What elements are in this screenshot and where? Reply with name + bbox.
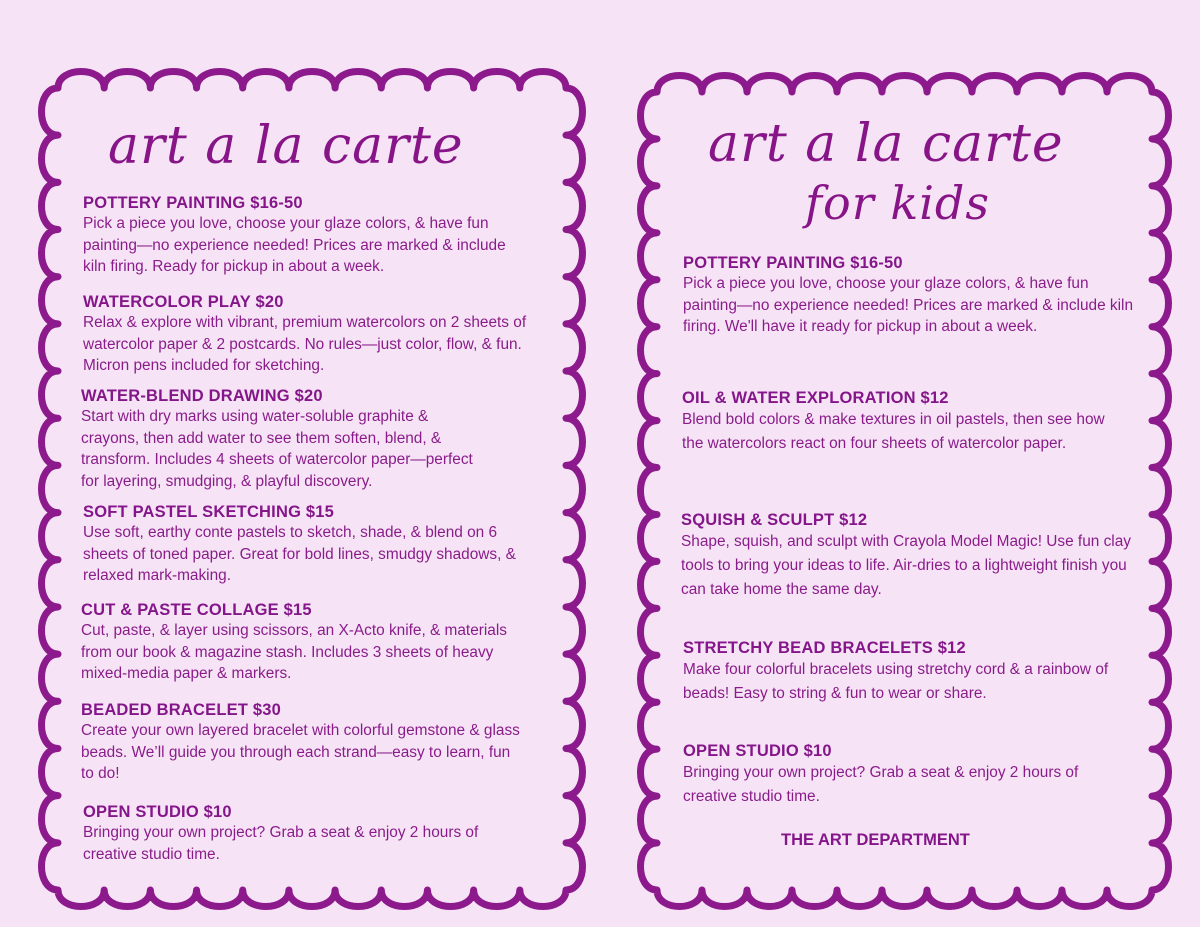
item-title: CUT & PASTE COLLAGE $15 [81,601,312,619]
item-description: Bringing your own project? Grab a seat & enjoy 2 hours of creative studio time. [683,764,1079,805]
kids-item-pottery-painting [683,253,1143,338]
item-description: Pick a piece you love, choose your glaze colors, & have fun painting—no experience needed! Prices are marked & include kiln firing. We'll have it ready for pickup in about a week. [683,275,1134,335]
right-menu-title: art a la carte [708,114,1064,174]
item-title: SQUISH & SCULPT $12 [681,511,868,529]
menu-item-soft-pastel-sketching [83,502,533,587]
item-description: Pick a piece you love, choose your glaze colors, & have fun painting—no experience needed! Prices are marked & include kiln firing. Ready for pickup in about a week. [83,215,506,275]
item-description: Make four colorful bracelets using stretchy cord & a rainbow of beads! Easy to string & fun to wear or share. [683,661,1109,702]
item-description: Create your own layered bracelet with colorful gemstone & glass beads. We’ll guide you through each strand—easy to learn, fun to do! [81,722,520,782]
item-description: Bringing your own project? Grab a seat & enjoy 2 hours of creative studio time. [83,824,479,863]
item-description: Start with dry marks using water-soluble graphite & crayons, then add water to see them soften, blend, & transform. Includes 4 sheets of watercolor paper—perfect for layering, smudging, & playful discovery. [81,408,473,490]
item-title: WATERCOLOR PLAY $20 [83,293,284,311]
item-title: POTTERY PAINTING $16-50 [683,254,903,272]
item-title: BEADED BRACELET $30 [81,701,282,719]
menu-item-pottery-painting [83,193,528,278]
item-description: Use soft, earthy conte pastels to sketch, shade, & blend on 6 sheets of toned paper. Great for bold lines, smudgy shadows, & relaxed mark-making. [83,524,516,584]
menu-item-watercolor-play [83,292,533,377]
item-title: WATER-BLEND DRAWING $20 [81,387,323,405]
item-title: SOFT PASTEL SKETCHING $15 [83,503,335,521]
menu-item-cut-paste-collage [81,600,521,685]
item-title: STRETCHY BEAD BRACELETS $12 [683,639,966,657]
left-menu-title: art a la carte [108,116,464,176]
kids-item-squish-sculpt [681,510,1131,602]
menu-item-beaded-bracelet [81,700,526,785]
kids-item-open-studio [683,741,1133,809]
menu-item-water-blend-drawing [81,386,481,492]
item-description: Shape, squish, and sculpt with Crayola Model Magic! Use fun clay tools to bring your ideas to life. Air-dries to a lightweight finish you can take home the same day. [681,533,1131,598]
item-title: OPEN STUDIO $10 [683,742,832,760]
item-description: Cut, paste, & layer using scissors, an X-Acto knife, & materials from our book & magazine stash. Includes 3 sheets of heavy mixed-media paper & markers. [81,622,507,682]
item-title: OPEN STUDIO $10 [83,803,232,821]
kids-item-oil-water-exploration [682,388,1112,456]
item-description: Relax & explore with vibrant, premium watercolors on 2 sheets of watercolor paper & 2 postcards. No rules—just color, flow, & fun. Micron pens included for sketching. [83,314,527,374]
footer-brand: THE ART DEPARTMENT [781,831,970,849]
item-title: OIL & WATER EXPLORATION $12 [682,389,949,407]
item-description: Blend bold colors & make textures in oil pastels, then see how the watercolors react on four sheets of watercolor paper. [682,411,1105,452]
right-menu-subtitle: for kids [805,176,990,230]
item-title: POTTERY PAINTING $16-50 [83,194,303,212]
kids-item-stretchy-bead-bracelets [683,638,1143,706]
menu-item-open-studio [83,802,533,865]
